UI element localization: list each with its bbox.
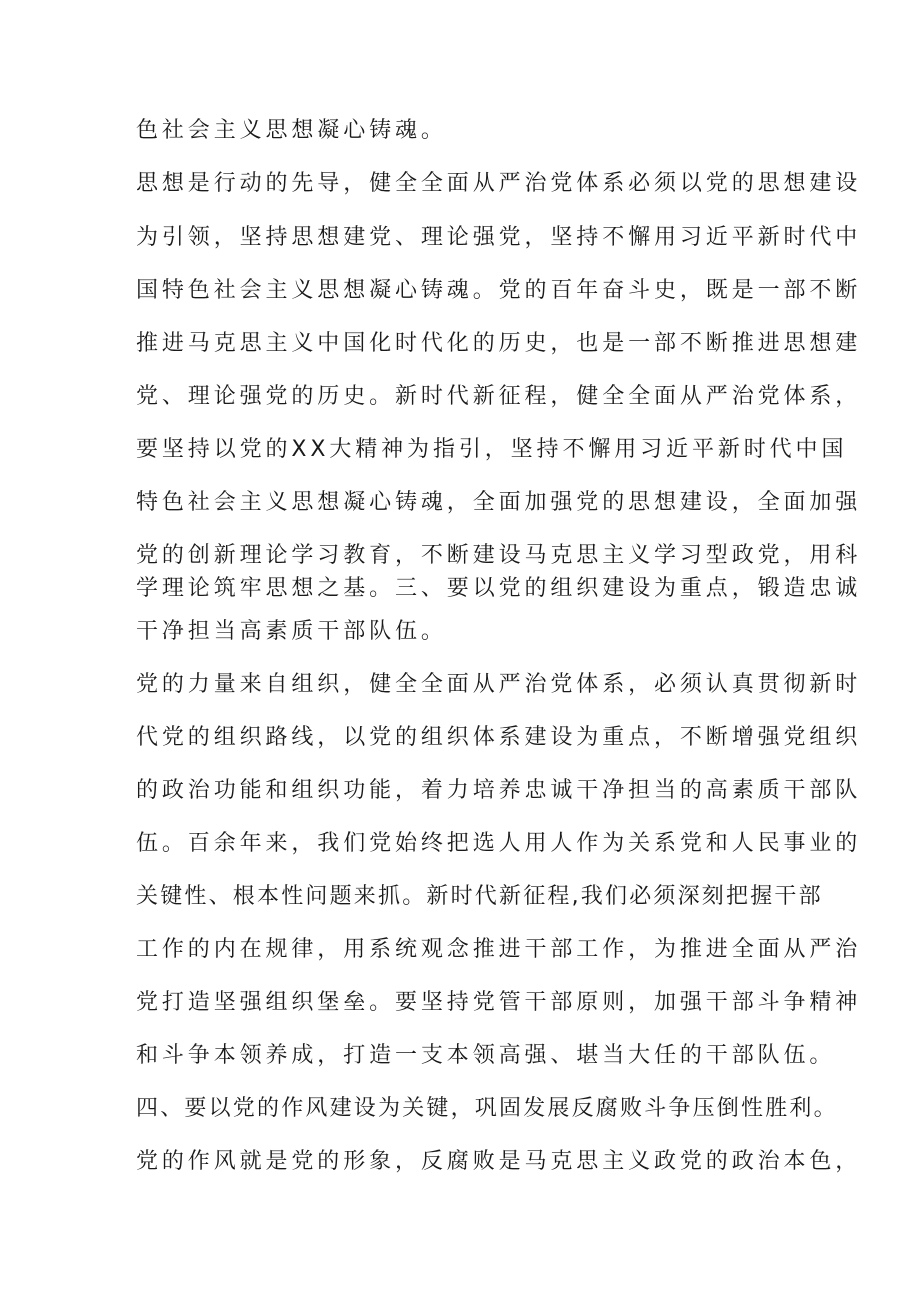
text-line: 关键性、根本性问题来抓。新时代新征程,我们必须深刻把握干部	[136, 884, 823, 909]
text-line: 党的力量来自组织，健全全面从严治党体系，必须认真贯彻新时	[136, 672, 862, 697]
text-line: 干净担当高素质干部队伍。	[136, 619, 447, 644]
text-line: 伍。百余年来，我们党始终把选人用人作为关系党和人民事业的	[136, 831, 862, 856]
text-line: 的政治功能和组织功能，着力培养忠诚干净担当的高素质干部队	[136, 778, 862, 803]
text-line: 党的作风就是党的形象，反腐败是马克思主义政党的政治本色，	[136, 1149, 862, 1174]
text-line: 工作的内在规律，用系统观念推进干部工作，为推进全面从严治	[136, 937, 862, 962]
text-line: 党、理论强党的历史。新时代新征程，健全全面从严治党体系，	[136, 384, 862, 409]
text-line: 国特色社会主义思想凝心铸魂。党的百年奋斗史，既是一部不断	[136, 278, 862, 303]
text-line: 推进马克思主义中国化时代化的历史，也是一部不断推进思想建	[136, 331, 862, 356]
text-line: 特色社会主义思想凝心铸魂，全面加强党的思想建设，全面加强	[136, 490, 862, 515]
text-line: 四、要以党的作风建设为关键，巩固发展反腐败斗争压倒性胜利。	[136, 1096, 838, 1121]
text-line: 代党的组织路线，以党的组织体系建设为重点，不断增强党组织	[136, 725, 862, 750]
text-line: 色社会主义思想凝心铸魂。	[136, 118, 447, 143]
text-line: 党打造坚强组织堡垒。要坚持党管干部原则，加强干部斗争精神	[136, 990, 862, 1015]
text-line: 和斗争本领养成，打造一支本领高强、堪当大任的干部队伍。	[136, 1043, 836, 1068]
text-line: 为引领，坚持思想建党、理论强党，坚持不懈用习近平新时代中	[136, 225, 862, 250]
text-line: 要坚持以党的XX大精神为指引，坚持不懈用习近平新时代中国	[136, 437, 848, 462]
text-line: 学理论筑牢思想之基。三、要以党的组织建设为重点，锻造忠诚	[136, 576, 862, 601]
text-line: 思想是行动的先导，健全全面从严治党体系必须以党的思想建设	[136, 171, 862, 196]
text-line: 党的创新理论学习教育，不断建设马克思主义学习型政党，用科	[136, 543, 862, 568]
